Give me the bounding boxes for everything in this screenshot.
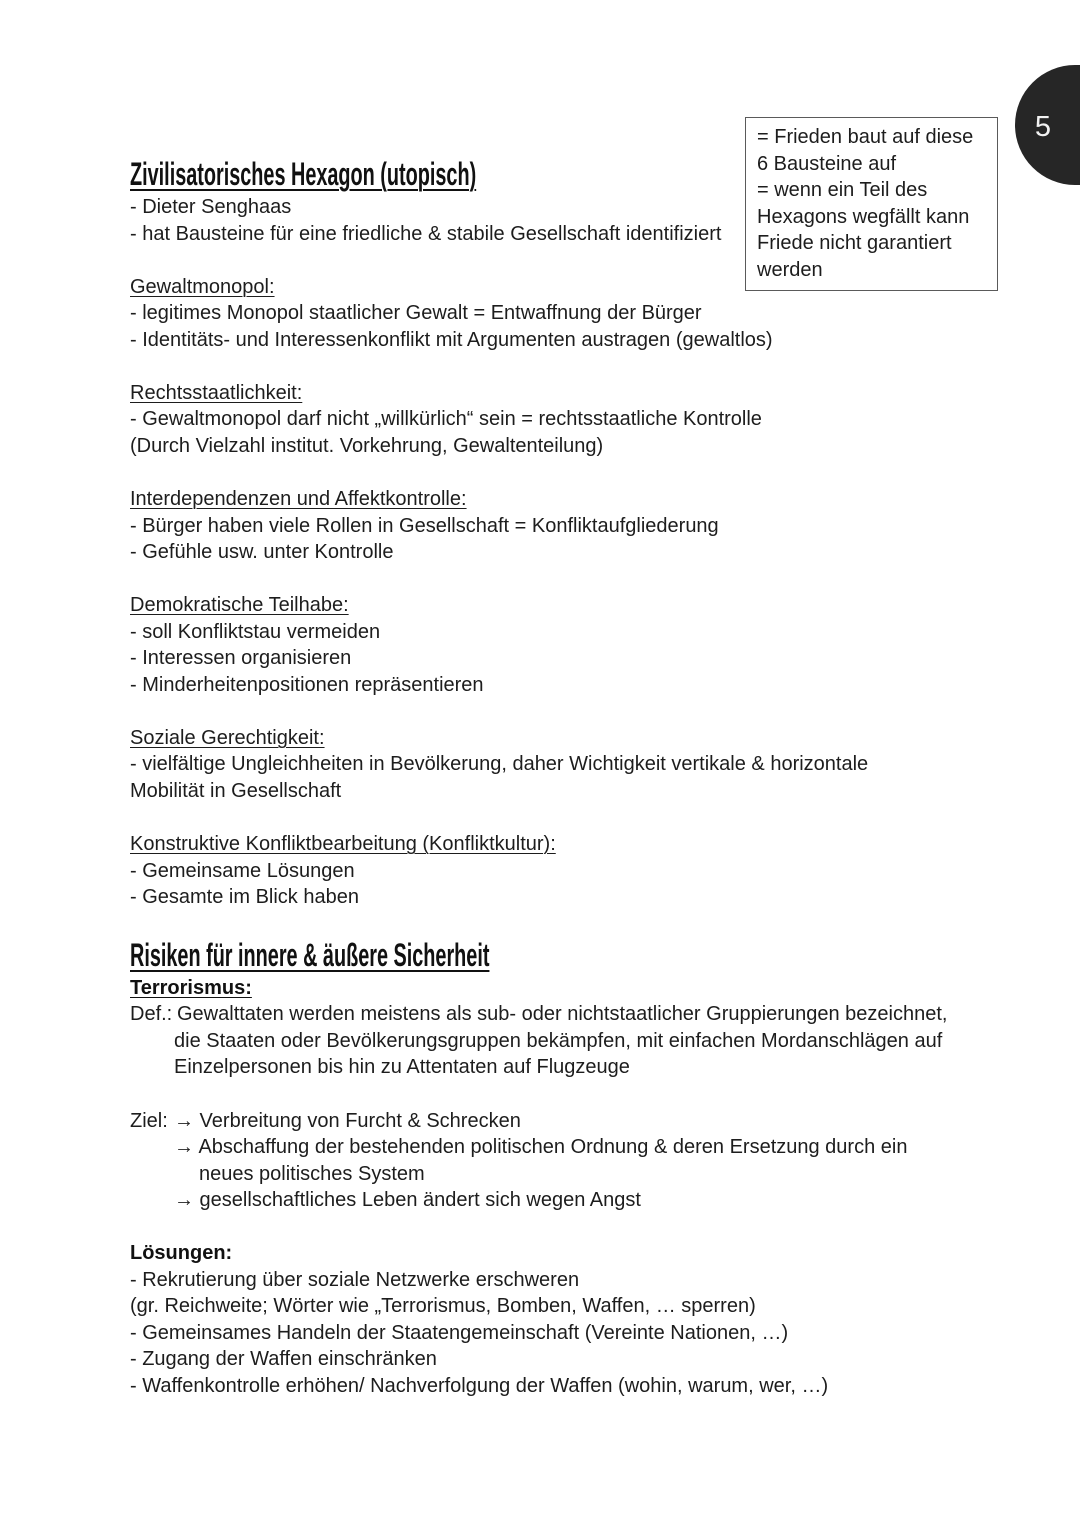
intro-line: - Dieter Senghaas — [130, 196, 292, 218]
block-line: - Gemeinsame Lösungen — [130, 859, 355, 882]
block-heading-row — [130, 486, 1010, 513]
goal-label: Ziel: — [130, 1109, 168, 1132]
block-heading-row — [130, 380, 1010, 407]
block-line: - legitimes Monopol staatlicher Gewalt = Entwaffnung der Bürger — [130, 302, 702, 325]
spacer — [130, 247, 1010, 274]
block-line: - Identitäts- und Interessenkonflikt mit Argumenten austragen (gewaltlos) — [130, 328, 773, 351]
main-content — [130, 154, 1010, 1400]
note-box-line: 6 Bausteine auf — [757, 152, 896, 175]
gewaltmonopol-heading: Gewaltmonopol: — [130, 275, 275, 298]
note-box-line: = wenn ein Teil des — [757, 179, 928, 202]
solution-line: - Waffenkontrolle erhöhen/ Nachverfolgung der Waffen (wohin, warum, wer, …) — [130, 1374, 829, 1397]
spacer — [130, 805, 1010, 832]
solutions-heading: Lösungen: — [130, 1242, 233, 1265]
block-line: - Bürger haben viele Rollen in Gesellschaft = Konfliktaufgliederung — [130, 514, 719, 537]
goal-item: → Verbreitung von Furcht & Schrecken — [174, 1109, 521, 1132]
note-box-line: werden — [757, 258, 823, 281]
page-number: 5 — [1034, 111, 1052, 143]
topic-heading-row — [130, 975, 1010, 1002]
konfliktbearbeitung-heading: Konstruktive Konfliktbearbeitung (Konfliktkultur): — [130, 833, 556, 856]
terrorismus-heading: Terrorismus: — [130, 976, 252, 999]
block-line: - vielfältige Ungleichheiten in Bevölkerung, daher Wichtigkeit vertikale & horizontale — [130, 753, 869, 776]
note-box-line: = Frieden baut auf diese — [757, 126, 974, 148]
solution-line: (gr. Reichweite; Wörter wie „Terrorismus, Bomben, Waffen, … sperren) — [130, 1295, 756, 1318]
note-box-line: Friede nicht garantiert — [757, 232, 952, 255]
hexagon-title-row — [130, 154, 1010, 194]
hexagon-title: Zivilisatorisches Hexagon (utopisch) — [130, 156, 477, 192]
solution-line: - Rekrutierung über soziale Netzwerke erschweren — [130, 1268, 580, 1291]
spacer — [130, 353, 1010, 380]
rechtsstaatlichkeit-heading: Rechtsstaatlichkeit: — [130, 381, 303, 404]
block-line: (Durch Vielzahl institut. Vorkehrung, Gewaltenteilung) — [130, 434, 604, 457]
spacer — [130, 1081, 1010, 1108]
block-line: - Minderheitenpositionen repräsentieren — [130, 673, 484, 696]
block-line: - Gefühle usw. unter Kontrolle — [130, 541, 394, 564]
definition-text: Gewalttaten werden meistens als sub- oder nichtstaatlicher Gruppierungen bezeichnet, — [177, 1003, 948, 1026]
interdependenzen-heading: Interdependenzen und Affektkontrolle: — [130, 488, 467, 511]
block-heading-row — [130, 274, 1010, 301]
definition-line: die Staaten oder Bevölkerungsgruppen bekämpfen, mit einfachen Mordanschlägen auf — [174, 1029, 943, 1052]
block-heading-row — [130, 725, 1010, 752]
spacer — [130, 1214, 1010, 1241]
block-line: - Interessen organisieren — [130, 647, 352, 670]
goal-item-continuation: neues politisches System — [199, 1162, 425, 1185]
definition-label: Def.: — [130, 1003, 173, 1026]
goal-item: → gesellschaftliches Leben ändert sich wegen Angst — [174, 1189, 641, 1212]
security-title: Risiken für innere & äußere Sicherheit — [130, 936, 490, 973]
block-heading-row — [130, 592, 1010, 619]
security-title-row — [130, 935, 1010, 975]
block-line: Mobilität in Gesellschaft — [130, 780, 342, 803]
soziale-gerechtigkeit-heading: Soziale Gerechtigkeit: — [130, 726, 325, 749]
block-line: - Gewaltmonopol darf nicht „willkürlich“ sein = rechtsstaatliche Kontrolle — [130, 408, 762, 431]
definition-line: Einzelpersonen bis hin zu Attentaten auf Flugzeuge — [174, 1056, 630, 1079]
solutions-heading-row — [130, 1240, 1010, 1267]
definition-row — [130, 1001, 1010, 1028]
spacer — [130, 459, 1010, 486]
solution-line: - Zugang der Waffen einschränken — [130, 1348, 437, 1371]
goal-row — [130, 1108, 1010, 1135]
block-line: - soll Konfliktstau vermeiden — [130, 620, 381, 643]
block-heading-row — [130, 831, 1010, 858]
spacer — [130, 566, 1010, 593]
block-line: - Gesamte im Blick haben — [130, 886, 359, 909]
goal-item: → Abschaffung der bestehenden politischen Ordnung & deren Ersetzung durch ein — [174, 1136, 908, 1159]
solution-line: - Gemeinsames Handeln der Staatengemeinschaft (Vereinte Nationen, …) — [130, 1321, 789, 1344]
demokratische-teilhabe-heading: Demokratische Teilhabe: — [130, 594, 349, 617]
spacer — [130, 698, 1010, 725]
intro-line: - hat Bausteine für eine friedliche & stabile Gesellschaft identifiziert — [130, 222, 722, 245]
note-box-line: Hexagons wegfällt kann — [757, 205, 970, 228]
